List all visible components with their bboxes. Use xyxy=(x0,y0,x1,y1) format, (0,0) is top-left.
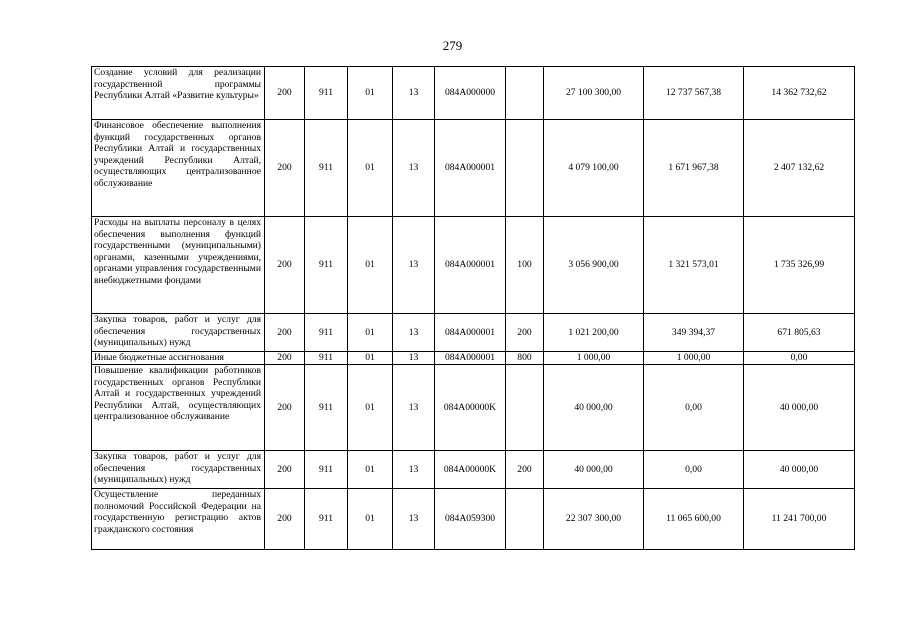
cell-code: 084A000001 xyxy=(435,217,506,314)
cell-sum-3: 14 362 732,62 xyxy=(744,67,855,120)
cell-vr xyxy=(506,365,544,451)
table-row xyxy=(92,67,855,120)
cell-code: 084A000001 xyxy=(435,314,506,352)
cell-c3: 01 xyxy=(348,451,393,489)
cell-sum-3: 1 735 326,99 xyxy=(744,217,855,314)
cell-c4: 13 xyxy=(393,67,435,120)
cell-c1: 200 xyxy=(265,217,305,314)
table-row xyxy=(92,314,855,352)
cell-sum-1: 40 000,00 xyxy=(544,365,644,451)
cell-c3: 01 xyxy=(348,217,393,314)
row-name: Осуществление переданных полномочий Российской Федерации на государственную регистрацию актов гражданского состояния xyxy=(92,489,265,550)
cell-sum-2: 1 321 573,01 xyxy=(644,217,744,314)
table-row xyxy=(92,217,855,314)
cell-vr xyxy=(506,120,544,217)
cell-c1: 200 xyxy=(265,314,305,352)
cell-vr: 200 xyxy=(506,314,544,352)
cell-vr: 800 xyxy=(506,352,544,365)
cell-c3: 01 xyxy=(348,67,393,120)
budget-table xyxy=(91,66,855,550)
cell-c4: 13 xyxy=(393,120,435,217)
cell-c3: 01 xyxy=(348,314,393,352)
cell-c2: 911 xyxy=(305,489,348,550)
cell-sum-2: 1 000,00 xyxy=(644,352,744,365)
cell-sum-3: 40 000,00 xyxy=(744,365,855,451)
cell-c3: 01 xyxy=(348,365,393,451)
cell-sum-2: 12 737 567,38 xyxy=(644,67,744,120)
cell-sum-3: 0,00 xyxy=(744,352,855,365)
cell-code: 084A00000K xyxy=(435,451,506,489)
cell-c2: 911 xyxy=(305,314,348,352)
cell-c2: 911 xyxy=(305,217,348,314)
cell-c1: 200 xyxy=(265,67,305,120)
cell-code: 084A059300 xyxy=(435,489,506,550)
row-name: Финансовое обеспечение выполнения функций государственных органов Республики Алтай и государственных учреждений Республики Алтай, осуществляющих централизованное обслуживание xyxy=(92,120,265,217)
cell-c1: 200 xyxy=(265,489,305,550)
cell-sum-1: 1 021 200,00 xyxy=(544,314,644,352)
page-number: 279 xyxy=(442,38,463,53)
cell-c4: 13 xyxy=(393,217,435,314)
table-row xyxy=(92,451,855,489)
cell-code: 084A00000K xyxy=(435,365,506,451)
cell-c4: 13 xyxy=(393,365,435,451)
cell-c3: 01 xyxy=(348,120,393,217)
cell-sum-2: 0,00 xyxy=(644,365,744,451)
table-row xyxy=(92,120,855,217)
cell-c2: 911 xyxy=(305,67,348,120)
row-name: Закупка товаров, работ и услуг для обеспечения государственных (муниципальных) нужд xyxy=(92,314,265,352)
cell-c2: 911 xyxy=(305,451,348,489)
cell-sum-2: 1 671 967,38 xyxy=(644,120,744,217)
cell-sum-1: 3 056 900,00 xyxy=(544,217,644,314)
cell-vr xyxy=(506,67,544,120)
row-name: Создание условий для реализации государственной программы Республики Алтай «Развитие культуры» xyxy=(92,67,265,120)
cell-c2: 911 xyxy=(305,365,348,451)
cell-c1: 200 xyxy=(265,120,305,217)
row-name: Закупка товаров, работ и услуг для обеспечения государственных (муниципальных) нужд xyxy=(92,451,265,489)
cell-code: 084A000001 xyxy=(435,120,506,217)
cell-sum-2: 11 065 600,00 xyxy=(644,489,744,550)
cell-code: 084A000000 xyxy=(435,67,506,120)
cell-sum-1: 4 079 100,00 xyxy=(544,120,644,217)
cell-sum-3: 2 407 132,62 xyxy=(744,120,855,217)
cell-c1: 200 xyxy=(265,352,305,365)
cell-vr: 200 xyxy=(506,451,544,489)
cell-sum-3: 11 241 700,00 xyxy=(744,489,855,550)
cell-c4: 13 xyxy=(393,451,435,489)
cell-c4: 13 xyxy=(393,314,435,352)
cell-sum-3: 671 805,63 xyxy=(744,314,855,352)
cell-c2: 911 xyxy=(305,120,348,217)
cell-sum-1: 1 000,00 xyxy=(544,352,644,365)
table-row xyxy=(92,489,855,550)
row-name: Иные бюджетные ассигнования xyxy=(92,352,265,365)
cell-sum-3: 40 000,00 xyxy=(744,451,855,489)
cell-c3: 01 xyxy=(348,352,393,365)
cell-code: 084A000001 xyxy=(435,352,506,365)
cell-sum-2: 349 394,37 xyxy=(644,314,744,352)
cell-c1: 200 xyxy=(265,365,305,451)
cell-sum-1: 22 307 300,00 xyxy=(544,489,644,550)
cell-sum-2: 0,00 xyxy=(644,451,744,489)
cell-sum-1: 27 100 300,00 xyxy=(544,67,644,120)
cell-c3: 01 xyxy=(348,489,393,550)
cell-c2: 911 xyxy=(305,352,348,365)
cell-c1: 200 xyxy=(265,451,305,489)
table-row xyxy=(92,365,855,451)
cell-vr: 100 xyxy=(506,217,544,314)
row-name: Расходы на выплаты персоналу в целях обеспечения выполнения функций государственными (муниципальными) органами, казенными учреждениями, органами управления государственными внебюджетными фондами xyxy=(92,217,265,314)
cell-c4: 13 xyxy=(393,352,435,365)
row-name: Повышение квалификации работников государственных органов Республики Алтай и государственных учреждений Республики Алтай, осуществляющих централизованное обслуживание xyxy=(92,365,265,451)
cell-c4: 13 xyxy=(393,489,435,550)
cell-vr xyxy=(506,489,544,550)
table-row xyxy=(92,352,855,365)
cell-sum-1: 40 000,00 xyxy=(544,451,644,489)
